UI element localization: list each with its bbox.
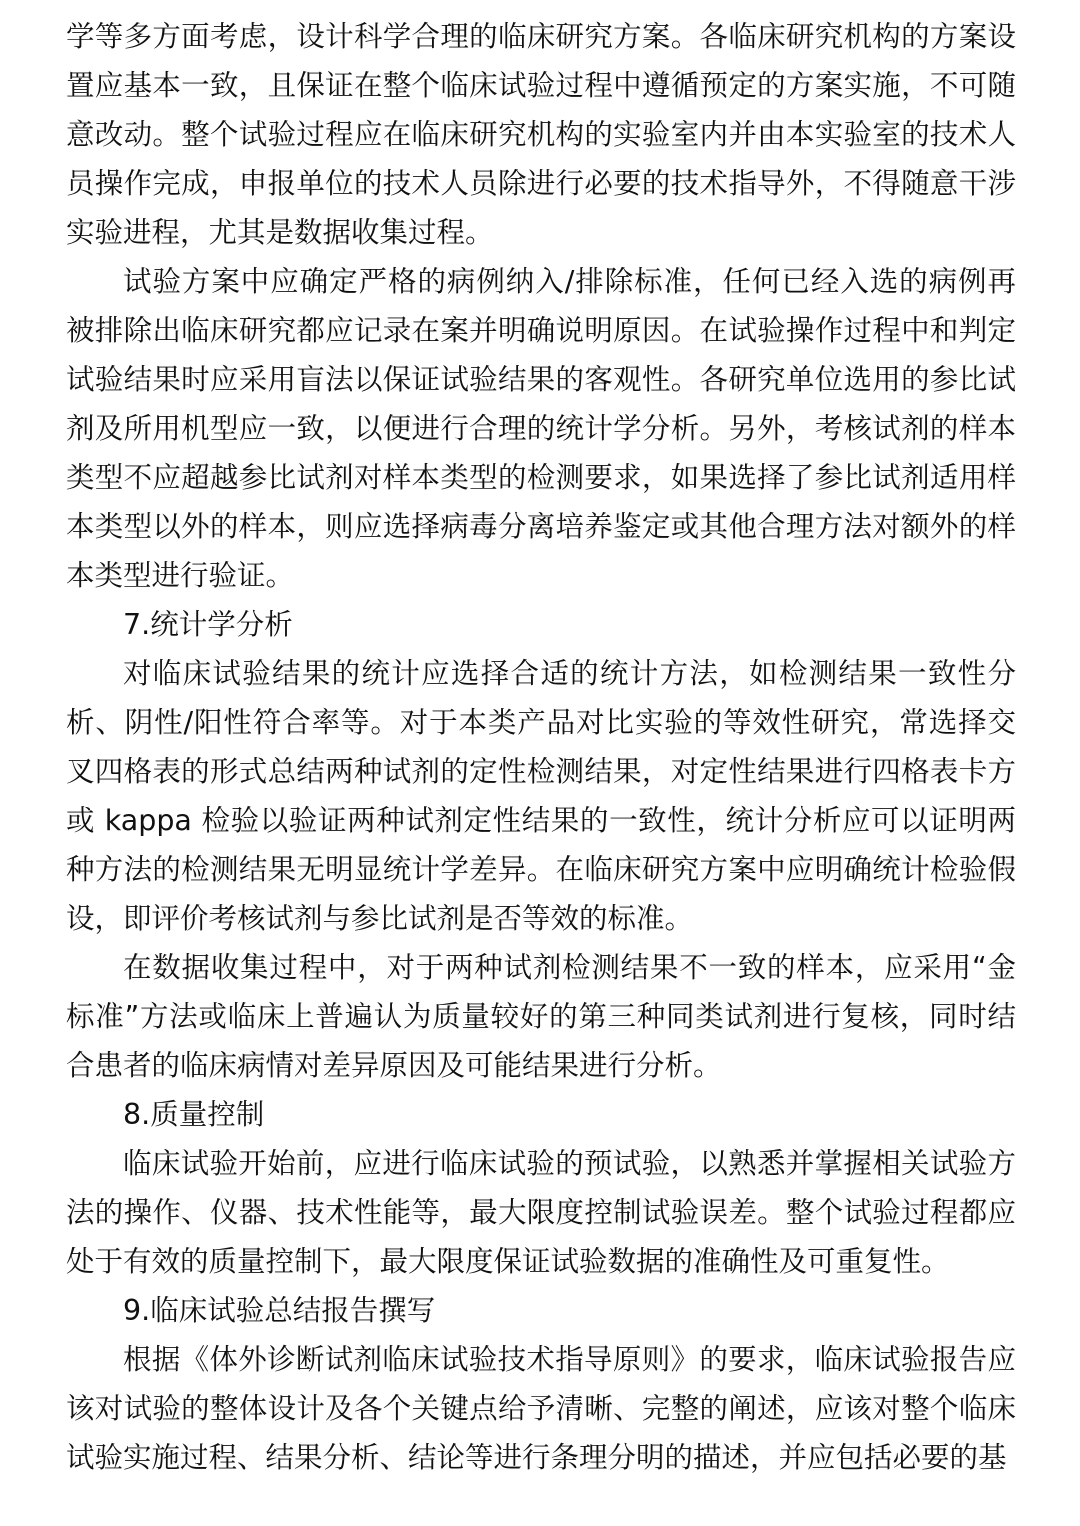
paragraph-study-design: 学等多方面考虑，设计科学合理的临床研究方案。各临床研究机构的方案设置应基本一致，且保证在整个临床试验过程中遵循预定的方案实施，不可随意改动。整个试验过程应在临床研究机构的实验室内并由本实验室的技术人员操作完成，申报单位的技术人员除进行必要的技术指导外，不得随意干涉实验进程，尤其是数据收集过程。 — [66, 20, 1016, 249]
paragraph-statistical-methods: 对临床试验结果的统计应选择合适的统计方法，如检测结果一致性分析、阴性/阳性符合率等。对于本类产品对比实验的等效性研究，常选择交叉四格表的形式总结两种试剂的定性检测结果，对定性结果进行四格表卡方或 kappa 检验以验证两种试剂定性结果的一致性，统计分析应可以证明两种方法的检测结果无明显统计学差异。在临床研究方案中应明确统计检验假设，即评价考核试剂与参比试剂是否等效的标准。 — [66, 657, 1016, 935]
paragraph-quality-control: 临床试验开始前，应进行临床试验的预试验，以熟悉并掌握相关试验方法的操作、仪器、技术性能等，最大限度控制试验误差。整个试验过程都应处于有效的质量控制下，最大限度保证试验数据的准确性及可重复性。 — [66, 1147, 1016, 1278]
paragraph-discordant-samples: 在数据收集过程中，对于两种试剂检测结果不一致的样本，应采用“金标准”方法或临床上普遍认为质量较好的第三种同类试剂进行复核，同时结合患者的临床病情对差异原因及可能结果进行分析。 — [66, 951, 1016, 1082]
heading-statistical-analysis: 7.统计学分析 — [123, 608, 293, 641]
heading-report-writing: 9.临床试验总结报告撰写 — [123, 1294, 436, 1327]
heading-quality-control: 8.质量控制 — [123, 1098, 265, 1131]
paragraph-inclusion-criteria: 试验方案中应确定严格的病例纳入/排除标准，任何已经入选的病例再被排除出临床研究都应记录在案并明确说明原因。在试验操作过程中和判定试验结果时应采用盲法以保证试验结果的客观性。各研究单位选用的参比试剂及所用机型应一致，以便进行合理的统计学分析。另外，考核试剂的样本类型不应超越参比试剂对样本类型的检测要求，如果选择了参比试剂适用样本类型以外的样本，则应选择病毒分离培养鉴定或其他合理方法对额外的样本类型进行验证。 — [66, 265, 1016, 592]
paragraph-report-writing: 根据《体外诊断试剂临床试验技术指导原则》的要求，临床试验报告应该对试验的整体设计及各个关键点给予清晰、完整的阐述，应该对整个临床试验实施过程、结果分析、结论等进行条理分明的描述，并应包括必要的基 — [66, 1343, 1016, 1474]
